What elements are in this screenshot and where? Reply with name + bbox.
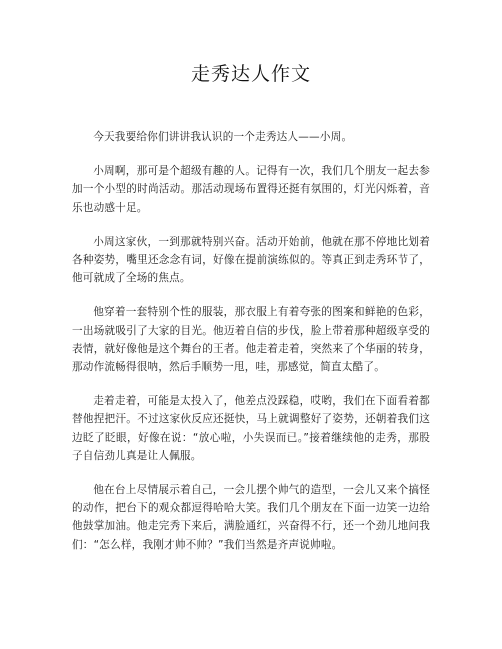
paragraph-ending: 他在台上尽情展示着自己，一会儿摆个帅气的造型，一会儿又来个搞怪的动作，把台下的观众都逗得哈哈大笑。我们几个朋友在下面一边笑一边给他鼓掌加油。他走完秀下来后，满脸通红，兴奋得不行，还一个劲儿地问我们：“怎么样，我刚才帅不帅？”我们当然是齐声说帅啦。 — [72, 484, 430, 551]
paragraph-event: 小周啊，那可是个超级有趣的人。记得有一次，我们几个朋友一起去参加一个小型的时尚活动。那活动现场布置得还挺有氛围的，灯光闪烁着，音乐也动感十足。 — [72, 165, 430, 214]
paragraph-outfit: 他穿着一套特别个性的服装，那衣服上有着夸张的图案和鲜艳的色彩，一出场就吸引了大家的目光。他迈着自信的步伐，脸上带着那种超级享受的表情，就好像他是这个舞台的王者。他走着走着，突然来了个华丽的转身，那动作流畅得很呐，然后手顺势一甩，哇，那感觉，简直太酷了。 — [72, 306, 430, 374]
paragraph-stumble: 走着走着，可能是太投入了，他差点没踩稳，哎哟，我们在下面看着都替他捏把汗。不过这家伙反应还挺快，马上就调整好了姿势，还朝着我们这边眨了眨眼，好像在说：“放心啦，小失误而已。”接着继续他的走秀，那股子自信劲儿真是让人佩服。 — [72, 395, 430, 462]
paragraph-intro: 今天我要给你们讲讲我认识的一个走秀达人——小周。 — [93, 131, 353, 143]
document-body — [72, 128, 430, 554]
paragraph-excited: 小周这家伙，一到那就特别兴奋。活动开始前，他就在那不停地比划着各种姿势，嘴里还念念有词，好像在提前演练似的。等真正到走秀环节了，他可就成了全场的焦点。 — [72, 235, 430, 285]
document-title: 走秀达人作文 — [190, 63, 311, 85]
